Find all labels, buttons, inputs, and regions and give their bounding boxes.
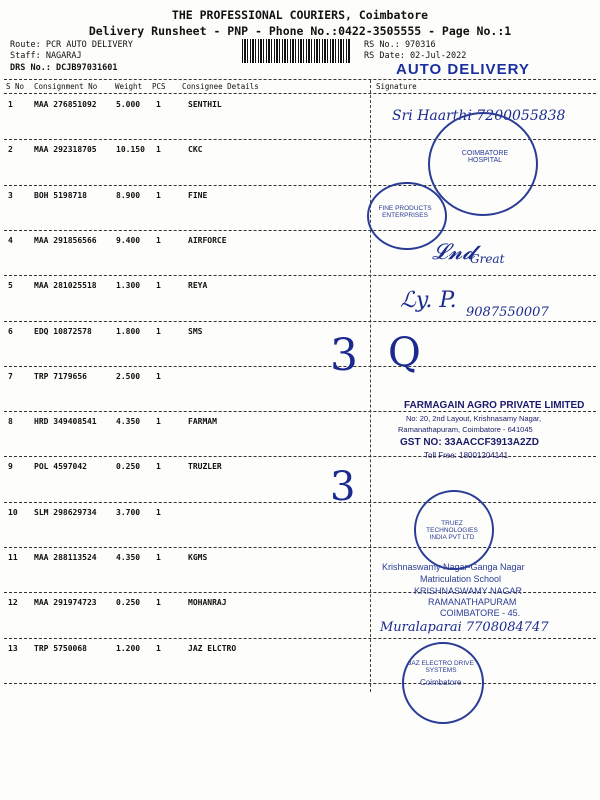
row-consignee: CKC [188, 145, 203, 155]
row-consignment-no: TRP 7179656 [34, 371, 87, 381]
school-stamp-line-3: KRISHNASWAMY NAGAR [414, 586, 523, 596]
truez-stamp-text: TRUEZ TECHNOLOGIES INDIA PVT LTD [426, 520, 478, 541]
row-pcs: 1 [156, 507, 161, 517]
farmagain-toll: Toll Free: 18001204141 [424, 451, 509, 460]
school-stamp-line-4: RAMANATHAPURAM [428, 597, 517, 607]
drs-number: DRS No.: DCJB97031601 [10, 63, 118, 73]
jaz-stamp-text: JAZ ELECTRO DRIVE SYSTEMS [408, 660, 474, 674]
col-consignment: Consignment No [34, 82, 98, 91]
route-label: Route: PCR AUTO DELIVERY [10, 40, 133, 50]
row-consignee: SMS [188, 326, 203, 336]
school-stamp-line-5: COIMBATORE - 45. [440, 608, 521, 618]
col-weight: Weight [115, 82, 143, 91]
row-weight: 4.350 [116, 417, 141, 427]
school-stamp-line-1: Krishnaswamy Nagar-Ganga Nagar [382, 562, 525, 572]
row-consignment-no: MAA 291974723 [34, 598, 97, 608]
row-divider [4, 411, 596, 412]
signature-12: Muralaparai 7708084747 [380, 620, 549, 635]
signature-1: Sri Haarthi 7200055838 [392, 108, 566, 124]
barcode [242, 39, 350, 63]
row-consignee: AIRFORCE [188, 235, 227, 245]
row-pcs: 1 [156, 190, 161, 200]
farmagain-address-1: No: 20, 2nd Layout, Krishnasamy Nagar, [406, 414, 542, 423]
signature-4-scribble: 𝓛𝓷𝓭 [432, 240, 476, 265]
row-sno: 6 [8, 326, 13, 336]
row-weight: 5.000 [116, 100, 141, 109]
row-pcs: 1 [156, 417, 161, 427]
row-consignee: KGMS [188, 553, 208, 562]
col-sno: S No [6, 82, 25, 91]
farmagain-gst: GST NO: 33AACCF3913A2ZD [400, 437, 539, 448]
row-sno: 11 [8, 553, 18, 562]
runsheet-subtitle: Delivery Runsheet - PNP - Phone No.:0422-3505555 - Page No.:1 [88, 24, 512, 38]
fine-stamp-text: FINE PRODUCTS ENTERPRISES [378, 205, 432, 219]
row-consignment-no: MAA 276851092 [34, 100, 97, 109]
signature-6-mark: Q [388, 330, 421, 376]
signature-9-scribble: 3 [330, 464, 356, 510]
row-divider [4, 321, 596, 322]
row-consignment-no: HRD 349408541 [34, 417, 97, 427]
row-weight: 9.400 [116, 235, 141, 245]
col-pcs: PCS [152, 82, 166, 91]
row-pcs: 1 [156, 643, 161, 653]
school-stamp-line-2: Matriculation School [420, 574, 502, 584]
row-pcs: 1 [156, 281, 161, 291]
row-sno: 2 [8, 145, 13, 155]
row-consignment-no: POL 4597042 [34, 462, 87, 472]
row-divider [4, 275, 596, 276]
row-weight: 1.200 [116, 643, 141, 653]
row-consignment-no: MAA 288113524 [34, 553, 97, 562]
signature-5-initial: ℒy. P. [400, 288, 457, 313]
row-divider [4, 683, 596, 684]
row-weight: 10.150 [116, 145, 145, 155]
signature-6-scribble: 3 [330, 330, 358, 381]
row-consignee: TRUZLER [188, 462, 222, 472]
row-weight: 2.500 [116, 371, 141, 381]
farmagain-address-2: Ramanathapuram, Coimbatore - 641045 [398, 425, 533, 434]
row-pcs: 1 [156, 326, 161, 336]
row-pcs: 1 [156, 235, 161, 245]
col-signature: Signature [376, 82, 417, 91]
row-sno: 10 [8, 507, 18, 517]
row-sno: 4 [8, 235, 13, 245]
staff-label: Staff: NAGARAJ [10, 51, 82, 61]
row-consignment-no: BOH 5198718 [34, 190, 87, 200]
row-consignment-no: MAA 292318705 [34, 145, 97, 155]
row-weight: 4.350 [116, 553, 141, 562]
row-sno: 9 [8, 462, 13, 472]
row-pcs: 1 [156, 553, 161, 562]
table-top-rule [4, 79, 596, 80]
row-weight: 0.250 [116, 462, 141, 472]
row-consignment-no: EDQ 10872578 [34, 326, 92, 336]
jaz-stamp-city: Coimbatore [420, 678, 462, 687]
hospital-stamp-text: COIMBATORE HOSPITAL [461, 150, 509, 164]
table-header-rule [4, 93, 596, 94]
row-sno: 3 [8, 190, 13, 200]
row-sno: 8 [8, 417, 13, 427]
row-divider [4, 638, 596, 639]
row-weight: 1.300 [116, 281, 141, 291]
row-weight: 0.250 [116, 598, 141, 608]
rs-date: RS Date: 02-Jul-2022 [364, 51, 467, 61]
auto-delivery-stamp: AUTO DELIVERY [396, 61, 530, 78]
row-consignee: MOHANRAJ [188, 598, 227, 608]
row-divider [4, 502, 596, 503]
row-divider [4, 230, 596, 231]
row-divider [4, 547, 596, 548]
row-weight: 3.700 [116, 507, 141, 517]
row-weight: 8.900 [116, 190, 141, 200]
row-consignment-no: SLM 298629734 [34, 507, 97, 517]
row-consignment-no: MAA 291856566 [34, 235, 97, 245]
company-title: THE PROFESSIONAL COURIERS, Coimbatore [171, 8, 429, 22]
col-consignee: Consignee Details [182, 82, 259, 91]
row-consignee: FINE [188, 190, 208, 200]
row-consignee: FARMAM [188, 417, 217, 427]
signature-divider [370, 80, 371, 692]
row-divider [4, 366, 596, 367]
row-pcs: 1 [156, 598, 161, 608]
signature-5: 9087550007 [466, 305, 549, 320]
row-sno: 12 [8, 598, 18, 608]
row-consignee: SENTHIL [188, 100, 222, 109]
row-pcs: 1 [156, 371, 161, 381]
row-consignment-no: TRP 5750068 [34, 643, 87, 653]
signature-4: Great [470, 252, 505, 266]
row-sno: 7 [8, 371, 13, 381]
row-pcs: 1 [156, 100, 161, 109]
row-sno: 1 [8, 100, 13, 109]
row-consignee: JAZ ELCTRO [188, 643, 237, 653]
row-consignment-no: MAA 281025518 [34, 281, 97, 291]
row-sno: 5 [8, 281, 13, 291]
hospital-stamp [428, 112, 538, 216]
row-pcs: 1 [156, 145, 161, 155]
row-pcs: 1 [156, 462, 161, 472]
farmagain-name: FARMAGAIN AGRO PRIVATE LIMITED [404, 400, 585, 411]
row-weight: 1.800 [116, 326, 141, 336]
row-consignee: REYA [188, 281, 208, 291]
rs-number: RS No.: 970316 [364, 40, 436, 50]
row-sno: 13 [8, 643, 18, 653]
